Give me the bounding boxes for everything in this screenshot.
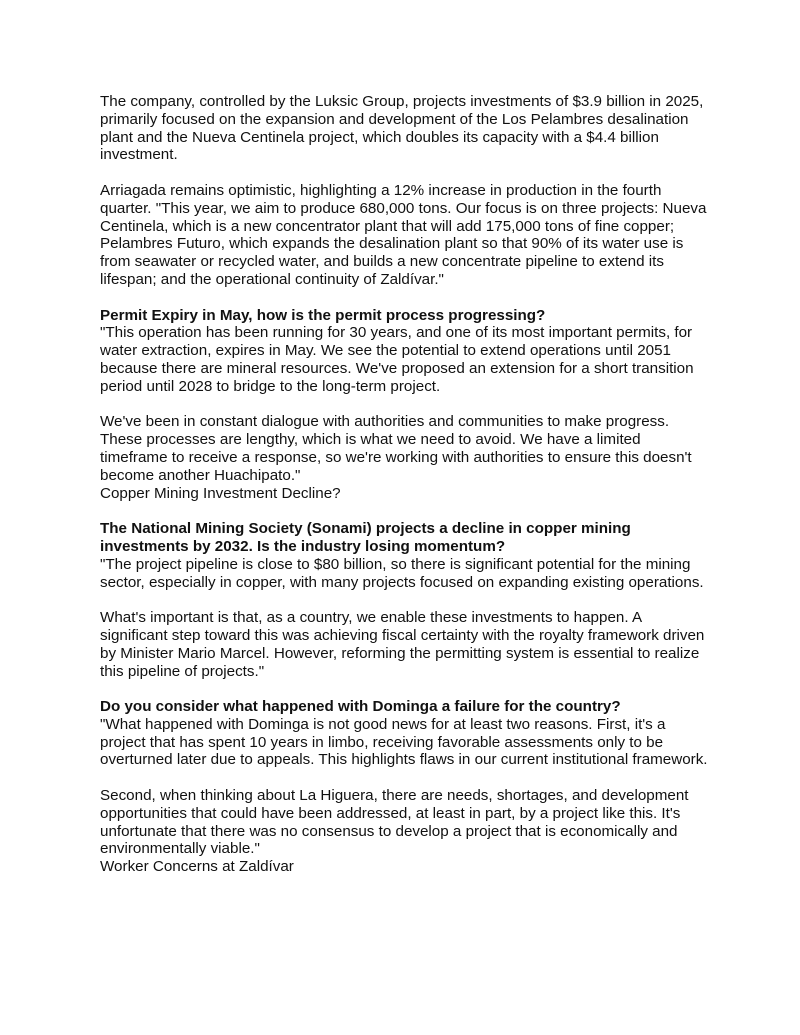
permit-answer: "This operation has been running for 30 years, and one of its most important permits, for water extraction, expires in May. We see the potential to extend operations until 2051 because there are mineral resources. We've proposed an extension for a short transition period until 2028 to bridge to the long-term project. xyxy=(100,324,694,395)
production-paragraph: Arriagada remains optimistic, highlighting a 12% increase in production in the fourth quarter. "This year, we aim to produce 680,000 tons. Our focus is on three projects: Nueva Centinela, which is a new concentrator plant that will add 175,000 tons of fine copper; Pelambres Futuro, which expands the desalination plant so that 90% of its water use is from seawater or recycled water, and builds a new concentrate pipeline to extend its lifespan; and the operational continuity of Zaldívar." xyxy=(100,181,707,288)
sonami-question: The National Mining Society (Sonami) projects a decline in copper mining investments by 2032. Is the industry losing momentum? xyxy=(100,520,631,555)
dominga-section xyxy=(100,698,712,769)
sonami-answer: "The project pipeline is close to $80 billion, so there is significant potential for the mining sector, especially in copper, with many projects focused on expanding existing operations. xyxy=(100,555,704,591)
dominga-answer: "What happened with Dominga is not good news for at least two reasons. First, it's a project that has spent 10 years in limbo, receiving favorable assessments only to be overturned later due to appeals. This highlights flaws in our current institutional framework. xyxy=(100,715,708,769)
dominga-followup-section xyxy=(100,787,712,876)
document-page xyxy=(100,93,712,894)
dominga-followup: Second, when thinking about La Higuera, there are needs, shortages, and development opportunities that could have been addressed, at least in part, by a project like this. It's unfortunate that there was no consensus to develop a project that is economically and environmentally viable." xyxy=(100,787,689,858)
permit-followup-section xyxy=(100,413,712,502)
dominga-question: Do you consider what happened with Dominga a failure for the country? xyxy=(100,698,621,716)
investment-decline-subheading: Copper Mining Investment Decline? xyxy=(100,484,341,502)
sonami-followup: What's important is that, as a country, we enable these investments to happen. A significant step toward this was achieving fiscal certainty with the royalty framework driven by Minister Mario Marcel. However, reforming the permitting system is essential to realize this pipeline of projects." xyxy=(100,609,705,680)
worker-concerns-subheading: Worker Concerns at Zaldívar xyxy=(100,858,294,876)
permit-question: Permit Expiry in May, how is the permit process progressing? xyxy=(100,306,546,324)
sonami-section xyxy=(100,520,712,591)
permit-followup: We've been in constant dialogue with authorities and communities to make progress. These processes are lengthy, which is what we need to avoid. We have a limited timeframe to receive a response, so we're working with authorities to ensure this doesn't become another Huachipato." xyxy=(100,413,692,484)
permit-section xyxy=(100,307,712,396)
intro-paragraph: The company, controlled by the Luksic Group, projects investments of $3.9 billion in 2025, primarily focused on the expansion and development of the Los Pelambres desalination plant and the Nueva Centinela project, which doubles its capacity with a $4.4 billion investment. xyxy=(100,93,704,164)
sonami-followup-section xyxy=(100,609,712,680)
